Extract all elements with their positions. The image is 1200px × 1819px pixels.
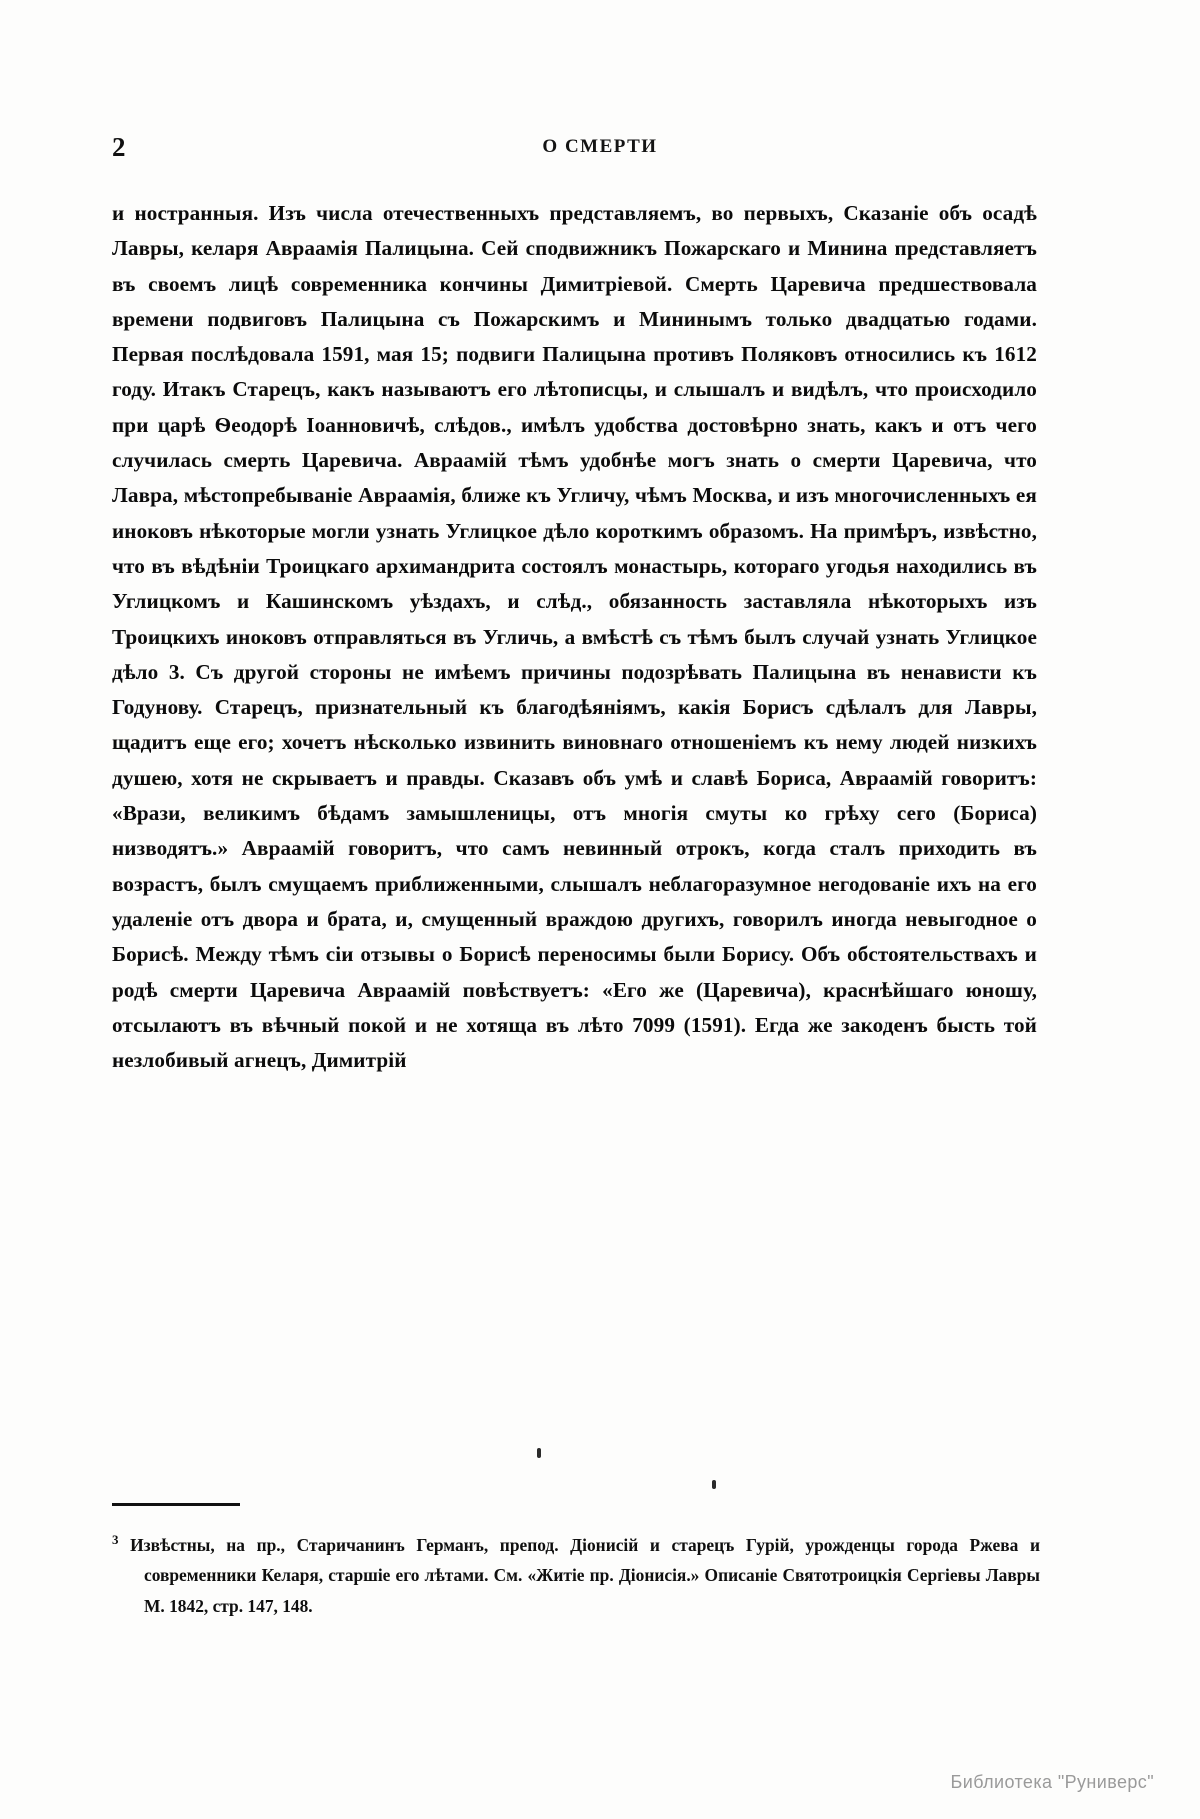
footnote-marker: 3: [112, 1532, 119, 1547]
page-speck: [712, 1480, 716, 1489]
running-head: О СМЕРТИ: [542, 136, 658, 157]
footnote-text: [112, 1525, 1040, 1621]
page-number: 2: [112, 132, 126, 162]
footnote-block: [112, 1525, 1040, 1621]
body-text: [112, 196, 1037, 1078]
library-watermark: Библиотека "Руниверс": [950, 1772, 1154, 1792]
footnote-divider: [112, 1503, 240, 1506]
page-speck: [537, 1448, 541, 1458]
footnote-body: Извѣстны, на пр., Старичанинъ Германъ, препод. Діонисій и старецъ Гурій, урожденцы города Ржева и современники Келаря, старшіе его лѣтами. См. «Житіе пр. Діонисія.» Описаніе Святотроицкія Сергіевы Лавры М. 1842, стр. 147, 148.: [130, 1534, 1040, 1616]
body-paragraph: и ностранныя. Изъ числа отечественныхъ представляемъ, во первыхъ, Сказаніе объ осадѣ Лавры, келаря Авраамія Палицына. Сей сподвижникъ Пожарскаго и Минина представляетъ въ своемъ лицѣ современника кончины Димитріевой. Смерть Царевича предшествовала времени подвиговъ Палицына съ Пожарскимъ и Мининымъ только двадцатью годами. Первая послѣдовала 1591, мая 15; подвиги Палицына противъ Поляковъ относились къ 1612 году. Итакъ Старецъ, какъ называютъ его лѣтописцы, и слышалъ и видѣлъ, что происходило при царѣ Ѳеодорѣ Іоанновичѣ, слѣдов., имѣлъ удобства достовѣрно знать, какъ и отъ чего случилась смерть Царевича. Авраамій тѣмъ удобнѣе могъ знать о смерти Царевича, что Лавра, мѣстопребываніе Авраамія, ближе къ Угличу, чѣмъ Москва, и изъ многочисленныхъ ея иноковъ нѣкоторые могли узнать Углицкое дѣло короткимъ образомъ. На примѣръ, извѣстно, что въ вѣдѣніи Троицкаго архимандрита состоялъ монастырь, котораго угодья находились въ Углицкомъ и Кашинскомъ уѣздахъ, и слѣд., обязанность заставляла нѣкоторыхъ изъ Троицкихъ иноковъ отправляться въ Угличь, а вмѣстѣ съ тѣмъ былъ случай узнать Углицкое дѣло 3. Съ другой стороны не имѣемъ причины подозрѣвать Палицына въ ненависти къ Годунову. Старецъ, признательный къ благодѣяніямъ, какія Борисъ сдѣлалъ для Лавры, щадитъ еще его; хочетъ нѣсколько извинить виновнаго отношеніемъ къ нему людей низкихъ душею, хотя не скрываетъ и правды. Сказавъ объ умѣ и славѣ Бориса, Авраамій говоритъ: «Врази, великимъ бѣдамъ замышленицы, отъ многія смуты ко грѣху сего (Бориса) низводятъ.» Авраамій говоритъ, что самъ невинный отрокъ, когда сталъ приходить въ возрастъ, былъ смущаемъ приближенными, слышалъ неблагоразумное негодованіе ихъ на его удаленіе отъ двора и брата, и, смущенный враждою другихъ, говорилъ иногда невыгодное о Борисѣ. Между тѣмъ сіи отзывы о Борисѣ переносимы были Борису. Объ обстоятельствахъ и родѣ смерти Царевича Авраамій повѣствуетъ: «Его же (Царевича), краснѣйшаго юношу, отсылаютъ въ вѣчный покой и не хотяща въ лѣто 7099 (1591). Егда же закоденъ бысть той незлобивый агнецъ, Димитрій: [112, 201, 1037, 1073]
page-header: [112, 132, 1088, 166]
